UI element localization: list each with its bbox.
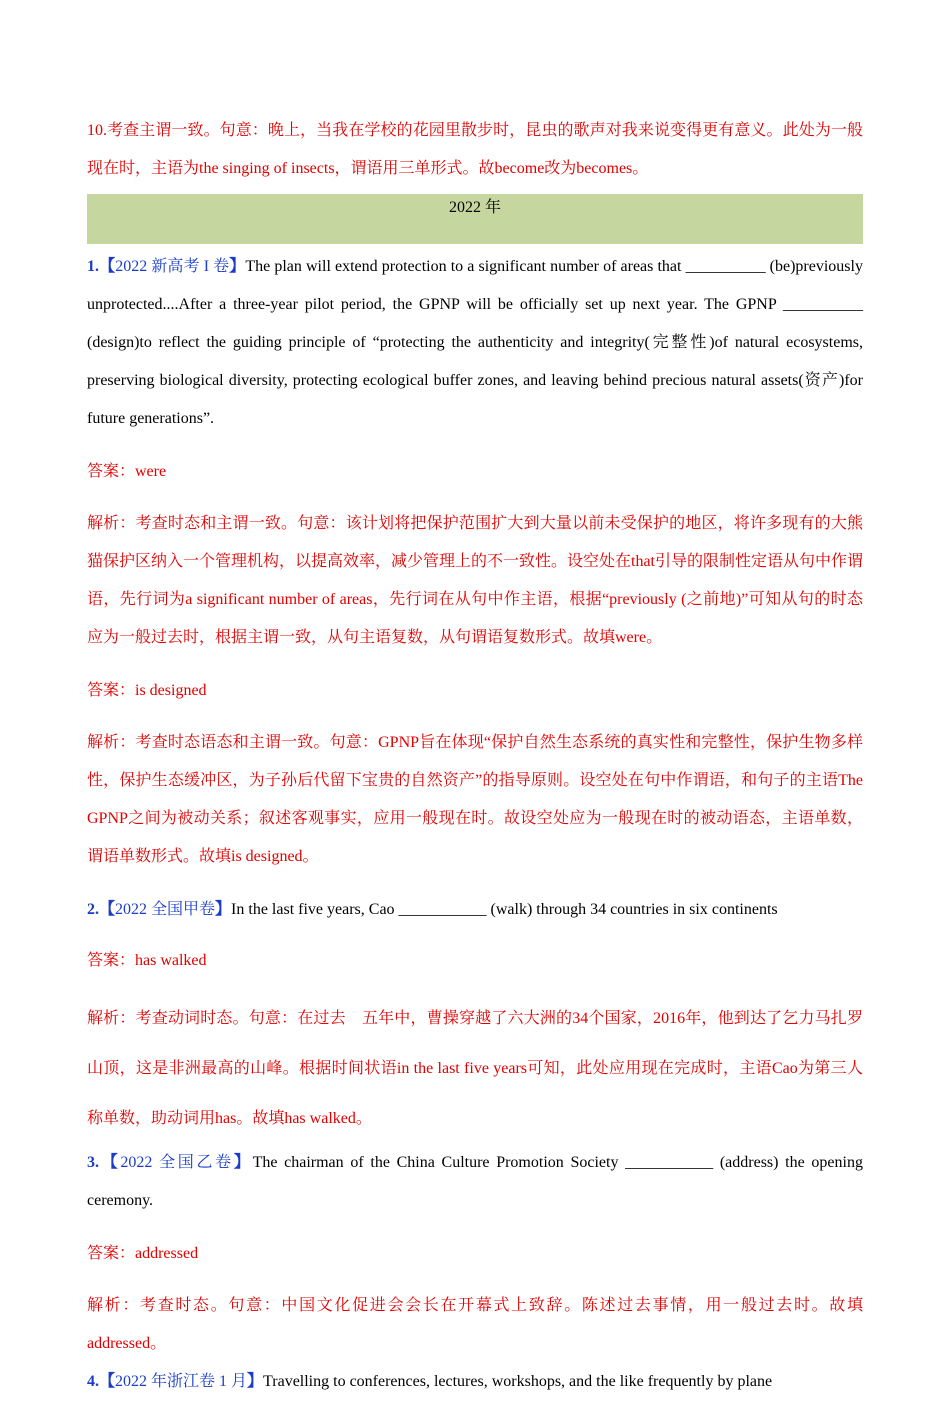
analysis-1a: 解析：考查时态和主谓一致。句意：该计划将把保护范围扩大到大量以前未受保护的地区，将许多现有的大熊猫保护区纳入一个管理机构，以提高效率，减少管理上的不一致性。设空处在that引导的限制性定语从句中作谓语，先行词为a significant number of areas，先行词在从句中作主语，根据“previously (之前地)”可知从句的时态应为一般过去时，根据主谓一致，从句主语复数，从句谓语复数形式。故填were。: [87, 515, 863, 646]
question-4: [87, 1363, 863, 1401]
analysis-1b: 解析：考查时态语态和主谓一致。句意：GPNP旨在体现“保护自然生态系统的真实性和完整性，保护生物多样性，保护生态缓冲区，为子孙后代留下宝贵的自然资产”的指导原则。设空处在句中作谓语，和句子的主语The GPNP之间为被动关系；叙述客观事实，应用一般现在时。故设空处应为一般现在时的被动语态，主语单数，谓语单数形式。故填is designed。: [87, 734, 863, 865]
question-source: 2022 新高考 I 卷: [115, 258, 230, 275]
question-text: In the last five years, Cao ___________ (walk) through 34 countries in six continents: [231, 901, 778, 918]
question-number: 2.: [87, 901, 99, 918]
bracket-close: 】: [229, 258, 246, 275]
analysis-3: 解析：考查时态。句意：中国文化促进会会长在开幕式上致辞。陈述过去事情，用一般过去时。故填addressed。: [87, 1297, 863, 1352]
bracket-open: 【: [99, 1373, 116, 1390]
question-text: The chairman of the China Culture Promotion Society ___________ (address) the opening ceremony.: [87, 1154, 863, 1209]
question-number: 4.: [87, 1373, 99, 1390]
bracket-open: 【: [99, 901, 116, 918]
question-source: 2022 全国甲卷: [115, 901, 216, 918]
bracket-close: 】: [247, 1373, 264, 1390]
question-source: 2022 年浙江卷 1 月: [115, 1373, 248, 1390]
answer-1b: 答案：is designed: [87, 682, 207, 699]
bracket-open: 【: [99, 1154, 121, 1171]
bracket-close: 】: [233, 1154, 253, 1171]
bracket-open: 【: [99, 258, 116, 275]
analysis-2: 解析：考查动词时态。句意：在过去 五年中，曹操穿越了六大洲的34个国家，2016年，他到达了乞力马扎罗山顶，这是非洲最高的山峰。根据时间状语in the last five years可知，此处应用现在完成时，主语Cao为第三人称单数，助动词用has。故填has walked。: [87, 1010, 863, 1127]
year-band: [87, 194, 863, 244]
question-text: The plan will extend protection to a significant number of areas that __________ (be)previously unprotected....After a three-year pilot period, the GPNP will be officially set up next year. The GPNP __________ (design)to reflect the guiding principle of “protecting the authenticity and integrity(完整性)of natural ecosystems, preserving biological diversity, protecting ecological buffer zones, and leaving behind precious natural assets(资产)for future generations”.: [87, 258, 863, 427]
question-2: [87, 892, 863, 927]
question-text: Travelling to conferences, lectures, workshops, and the like frequently by plane: [263, 1373, 773, 1390]
question-3: [87, 1144, 863, 1220]
question-number: 3.: [87, 1154, 99, 1171]
question-number: 1.: [87, 258, 99, 275]
question-1: [87, 248, 863, 438]
answer-2: 答案：has walked: [87, 952, 207, 969]
answer-1a: 答案：were: [87, 463, 167, 480]
year-label: 2022 年: [448, 199, 501, 216]
answer-3: 答案：addressed: [87, 1245, 199, 1262]
bracket-close: 】: [215, 901, 232, 918]
document-body: [87, 112, 863, 1401]
question-source: 2022 全国乙卷: [120, 1154, 234, 1171]
prev-item-analysis: 10.考查主谓一致。句意：晚上，当我在学校的花园里散步时，昆虫的歌声对我来说变得更有意义。此处为一般现在时，主语为the singing of insects，谓语用三单形式。故become改为becomes。: [87, 122, 863, 177]
